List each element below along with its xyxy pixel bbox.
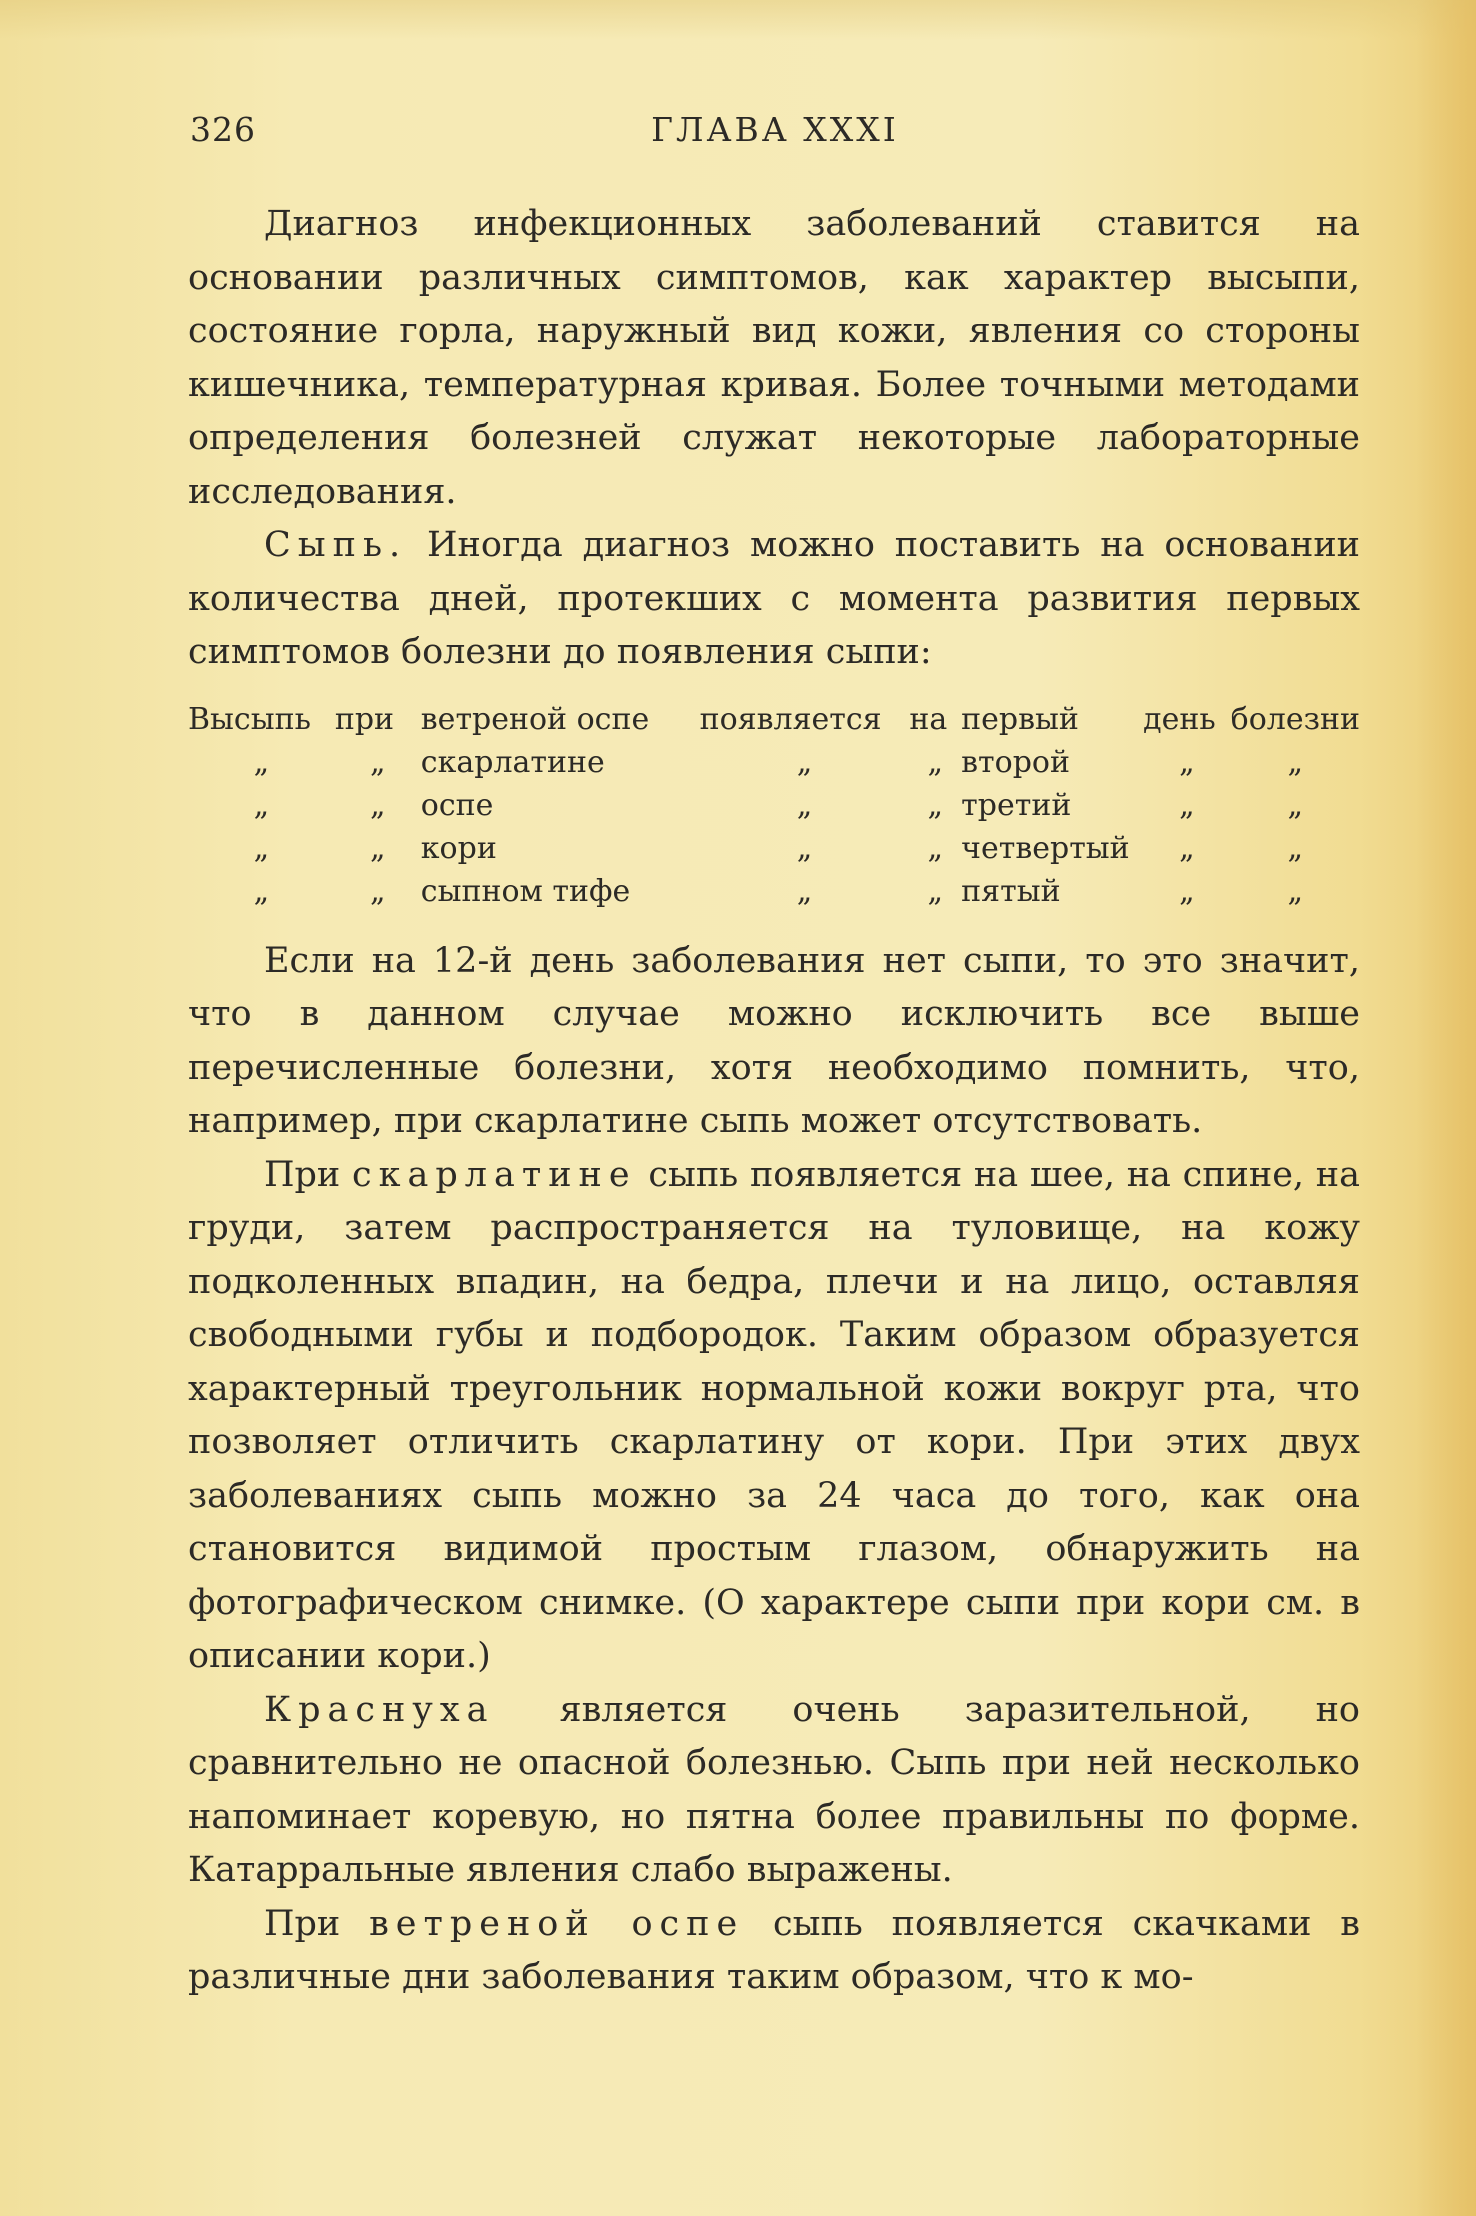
- table-cell: на: [909, 701, 948, 737]
- table-row: [188, 784, 1360, 827]
- table-cell: „: [927, 830, 944, 866]
- chickenpox-start: При: [264, 1903, 341, 1944]
- paragraph-rubella: [188, 1684, 1360, 1898]
- table-cell: второй: [961, 744, 1070, 780]
- table-cell: „: [1179, 830, 1195, 866]
- table-cell: „: [1287, 744, 1304, 780]
- table-cell: „: [370, 873, 386, 909]
- rubella-lead-term: Краснуха: [264, 1689, 495, 1730]
- table-cell: день: [1143, 701, 1216, 737]
- body-text: [188, 198, 1360, 2005]
- table-cell: „: [927, 744, 944, 780]
- table-row: [188, 827, 1360, 870]
- table-cell: пятый: [961, 873, 1061, 909]
- scarlatina-start: При: [264, 1154, 341, 1195]
- table-cell: „: [796, 787, 813, 823]
- table-row: [188, 698, 1360, 741]
- scarlatina-lead-term: скарлатине: [352, 1154, 637, 1195]
- table-cell: скарлатине: [420, 744, 605, 780]
- table-cell: „: [1287, 830, 1304, 866]
- table-cell: „: [796, 744, 813, 780]
- chickenpox-text: сыпь появляется скачками в различные дни заболевания таким образом, что к мо-: [188, 1903, 1360, 1997]
- table-cell: четвертый: [961, 830, 1130, 866]
- paragraph-day-twelve: Если на 12-й день заболевания нет сыпи, то это значит, что в данном случае можно исключить все выше перечисленные болезни, хотя необходимо помнить, что, например, при скарлатине сыпь может отсутствовать.: [188, 940, 1360, 1141]
- chapter-title: ГЛАВА XXXI: [651, 110, 899, 149]
- rash-onset-table: [188, 698, 1360, 913]
- page-edge-shadow-right: [1416, 0, 1476, 2216]
- running-header: [190, 110, 1360, 160]
- page-number: 326: [190, 110, 256, 149]
- table-cell: первый: [961, 701, 1079, 737]
- table-cell: „: [796, 830, 813, 866]
- rash-lead-term: Сыпь.: [264, 525, 408, 565]
- table-cell: ветреной оспе: [420, 701, 650, 737]
- table-cell: оспе: [420, 787, 494, 823]
- table-cell: при: [334, 701, 395, 737]
- table-cell: болезни: [1230, 701, 1360, 737]
- table-cell: „: [1179, 744, 1195, 780]
- paragraph-diagnosis: Диагноз инфекционных заболеваний ставится на основании различных симптомов, как характер высыпи, состояние горла, наружный вид кожи, явления со стороны кишечника, температурная кривая. Более точными методами определения болезней служат некоторые лабораторные исследования.: [188, 204, 1360, 512]
- table-cell: „: [796, 873, 813, 909]
- table-cell: „: [927, 873, 944, 909]
- table-cell: „: [1287, 787, 1304, 823]
- table-cell: „: [1179, 873, 1195, 909]
- paragraph-rash: [188, 519, 1360, 680]
- table-row: [188, 741, 1360, 784]
- table-cell: сыпном тифе: [420, 873, 631, 909]
- table-row: [188, 870, 1360, 913]
- table-cell: „: [253, 873, 270, 909]
- table-cell: „: [253, 787, 270, 823]
- table-cell: „: [253, 830, 270, 866]
- table-cell: появляется: [699, 701, 882, 737]
- table-cell: „: [370, 744, 386, 780]
- rash-text: Иногда диагноз можно поставить на основании количества дней, протекших с момента развития первых симптомов болезни до появления сыпи:: [188, 525, 1360, 672]
- page-edge-shadow-top: [0, 0, 1476, 40]
- paragraph-scarlatina: [188, 1149, 1360, 1684]
- rubella-text: является очень заразительной, но сравнительно не опасной болезнью. Сыпь при ней несколько напоминает коревую, но пятна более правильны по форме. Катарральные явления слабо выражены.: [188, 1689, 1360, 1890]
- table-cell: кори: [420, 830, 497, 866]
- table-cell: третий: [961, 787, 1072, 823]
- table-cell: „: [1287, 873, 1304, 909]
- table-cell: „: [1179, 787, 1195, 823]
- scarlatina-text: сыпь появляется на шее, на спине, на груди, затем распространяется на туловище, на кожу подколенных впадин, на бедра, плечи и на лицо, оставляя свободными губы и подбородок. Таким образом образуется характерный треугольник нормальной кожи вокруг рта, что позволяет отличить скарлатину от кори. При этих двух заболеваниях сыпь можно за 24 часа до того, как она становится видимой простым глазом, обнаружить на фотографическом снимке. (О характере сыпи при кори см. в описании кори.): [188, 1154, 1360, 1676]
- table-cell: „: [370, 787, 386, 823]
- table-cell: Высыпь: [188, 701, 311, 737]
- chickenpox-lead-term: ветреной оспе: [369, 1903, 745, 1944]
- table-cell: „: [253, 744, 270, 780]
- paragraph-chickenpox: [188, 1898, 1360, 2005]
- table-cell: „: [927, 787, 944, 823]
- table-cell: „: [370, 830, 386, 866]
